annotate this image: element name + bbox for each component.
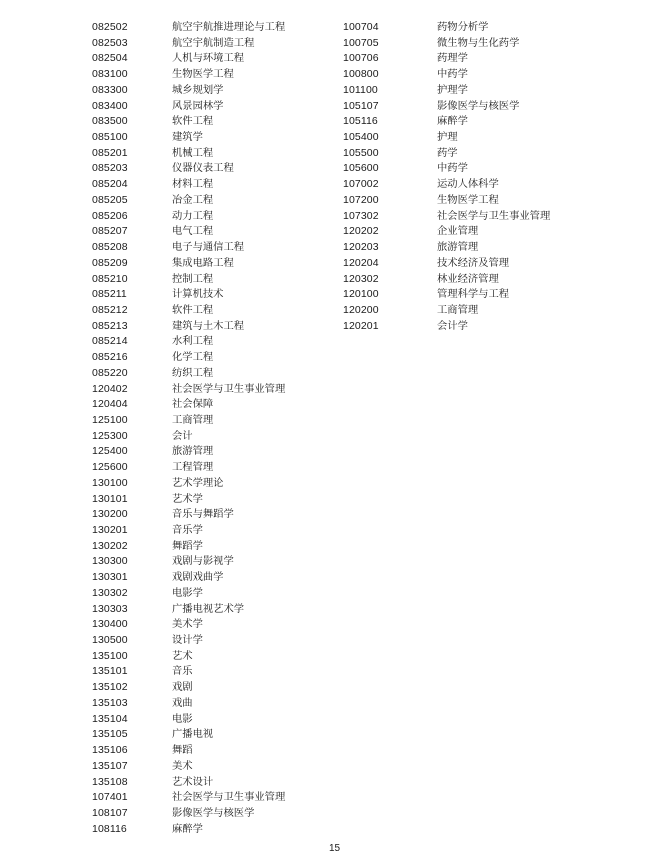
list-item — [343, 224, 643, 240]
list-item — [92, 209, 342, 225]
list-item — [92, 712, 342, 728]
list-item — [92, 507, 342, 523]
discipline-name: 影像医学与核医学 — [437, 99, 520, 112]
list-item — [92, 539, 342, 555]
discipline-name: 麻醉学 — [437, 115, 468, 128]
list-item — [343, 99, 643, 115]
discipline-name: 美术学 — [172, 618, 203, 631]
list-item — [92, 319, 342, 335]
discipline-code: 135105 — [92, 728, 128, 741]
discipline-code: 120402 — [92, 382, 128, 395]
discipline-name: 人机与环境工程 — [172, 52, 245, 65]
discipline-name: 社会医学与卫生事业管理 — [172, 791, 286, 804]
discipline-code: 083100 — [92, 68, 128, 81]
discipline-code: 085209 — [92, 256, 128, 269]
discipline-name: 社会医学与卫生事业管理 — [437, 209, 551, 222]
discipline-name: 建筑与土木工程 — [172, 319, 245, 332]
list-item — [92, 822, 342, 838]
discipline-code: 101100 — [343, 83, 378, 96]
list-item — [92, 51, 342, 67]
discipline-code: 108116 — [92, 822, 127, 835]
discipline-code: 085210 — [92, 272, 128, 285]
discipline-name: 设计学 — [172, 634, 203, 647]
discipline-code: 100704 — [343, 21, 379, 33]
discipline-name: 戏曲 — [172, 696, 193, 709]
right-column — [343, 20, 643, 334]
discipline-code: 107401 — [92, 791, 128, 804]
discipline-code: 135107 — [92, 759, 128, 772]
list-item — [92, 492, 342, 508]
discipline-name: 护理 — [437, 131, 458, 144]
discipline-code: 105600 — [343, 162, 379, 175]
discipline-code: 120200 — [343, 303, 379, 316]
discipline-code: 083300 — [92, 83, 128, 96]
discipline-name: 社会保障 — [172, 398, 214, 411]
list-item — [92, 366, 342, 382]
discipline-code: 085208 — [92, 241, 128, 254]
list-item — [92, 382, 342, 398]
list-item — [92, 586, 342, 602]
list-item — [343, 20, 643, 36]
discipline-code: 130101 — [92, 492, 128, 505]
discipline-code: 085203 — [92, 162, 128, 175]
list-item — [92, 99, 342, 115]
list-item — [92, 36, 342, 52]
discipline-name: 戏剧戏曲学 — [172, 571, 224, 584]
discipline-name: 中药学 — [437, 68, 468, 81]
discipline-code: 125400 — [92, 445, 128, 458]
discipline-code: 125300 — [92, 429, 128, 442]
discipline-name: 电子与通信工程 — [172, 241, 245, 254]
discipline-code: 135108 — [92, 775, 128, 788]
list-item — [92, 649, 342, 665]
discipline-code: 130100 — [92, 476, 128, 489]
discipline-name: 生物医学工程 — [172, 68, 234, 81]
discipline-name: 艺术 — [172, 649, 193, 662]
list-item — [92, 83, 342, 99]
discipline-code: 100800 — [343, 68, 379, 81]
discipline-name: 建筑学 — [172, 131, 203, 144]
discipline-code: 082503 — [92, 36, 128, 49]
discipline-name: 软件工程 — [172, 303, 214, 316]
list-item — [92, 790, 342, 806]
list-item — [92, 413, 342, 429]
discipline-name: 药学 — [437, 146, 458, 159]
list-item — [92, 193, 342, 209]
list-item — [343, 114, 643, 130]
discipline-name: 集成电路工程 — [172, 256, 234, 269]
discipline-name: 仪器仪表工程 — [172, 162, 234, 175]
discipline-name: 电影学 — [172, 586, 203, 599]
discipline-code: 085204 — [92, 178, 128, 191]
discipline-name: 微生物与生化药学 — [437, 36, 520, 49]
discipline-name: 戏剧与影视学 — [172, 555, 234, 568]
list-item — [92, 272, 342, 288]
discipline-name: 动力工程 — [172, 209, 214, 222]
list-item — [92, 633, 342, 649]
list-item — [92, 617, 342, 633]
discipline-code: 105107 — [343, 99, 379, 112]
list-item — [92, 287, 342, 303]
discipline-code: 100706 — [343, 52, 379, 65]
discipline-code: 120100 — [343, 288, 379, 301]
discipline-code: 107302 — [343, 209, 379, 222]
list-item — [92, 67, 342, 83]
discipline-code: 135104 — [92, 712, 128, 725]
discipline-code: 085211 — [92, 288, 127, 301]
list-item — [343, 36, 643, 52]
discipline-code: 130202 — [92, 539, 128, 552]
discipline-name: 护理学 — [437, 83, 468, 96]
list-item — [343, 319, 643, 335]
discipline-name: 广播电视 — [172, 728, 214, 741]
discipline-name: 音乐学 — [172, 524, 203, 536]
discipline-name: 电影 — [172, 712, 193, 725]
list-item — [343, 130, 643, 146]
discipline-code: 130400 — [92, 618, 128, 631]
discipline-name: 艺术学 — [172, 492, 203, 505]
discipline-code: 120404 — [92, 398, 128, 411]
discipline-name: 影像医学与核医学 — [172, 806, 255, 819]
list-item — [92, 350, 342, 366]
discipline-name: 工商管理 — [437, 303, 479, 316]
list-item — [92, 161, 342, 177]
discipline-name: 风景园林学 — [172, 99, 224, 112]
discipline-name: 麻醉学 — [172, 822, 203, 835]
discipline-name: 林业经济管理 — [437, 272, 499, 285]
list-item — [343, 303, 643, 319]
discipline-name: 纺织工程 — [172, 366, 214, 379]
discipline-code: 130500 — [92, 634, 128, 647]
list-item — [92, 743, 342, 759]
list-item — [343, 83, 643, 99]
list-item — [92, 130, 342, 146]
list-item — [92, 696, 342, 712]
list-item — [343, 146, 643, 162]
discipline-name: 生物医学工程 — [437, 193, 499, 206]
list-item — [343, 209, 643, 225]
discipline-code: 085212 — [92, 303, 128, 316]
list-item — [92, 460, 342, 476]
discipline-name: 音乐与舞蹈学 — [172, 508, 234, 521]
discipline-name: 戏剧 — [172, 681, 193, 694]
discipline-name: 会计学 — [437, 319, 468, 332]
discipline-name: 旅游管理 — [437, 241, 479, 254]
list-item — [92, 570, 342, 586]
discipline-code: 105116 — [343, 115, 378, 128]
discipline-name: 化学工程 — [172, 351, 214, 364]
list-item — [92, 759, 342, 775]
discipline-name: 舞蹈学 — [172, 539, 203, 552]
discipline-code: 135101 — [92, 665, 128, 678]
discipline-code: 107002 — [343, 178, 379, 191]
discipline-name: 控制工程 — [172, 272, 214, 285]
list-item — [343, 287, 643, 303]
list-item — [92, 114, 342, 130]
discipline-code: 083400 — [92, 99, 128, 112]
discipline-code: 130303 — [92, 602, 128, 615]
discipline-code: 085207 — [92, 225, 128, 238]
discipline-code: 085100 — [92, 131, 128, 144]
discipline-code: 135106 — [92, 744, 128, 757]
list-item — [343, 161, 643, 177]
page-number: 15 — [328, 843, 341, 854]
discipline-name: 艺术学理论 — [172, 476, 224, 489]
discipline-code: 120201 — [343, 319, 379, 332]
discipline-code: 082502 — [92, 21, 128, 33]
list-item — [92, 146, 342, 162]
list-item — [343, 272, 643, 288]
discipline-code: 108107 — [92, 806, 128, 819]
discipline-code: 130200 — [92, 508, 128, 521]
discipline-code: 085205 — [92, 193, 128, 206]
discipline-name: 机械工程 — [172, 146, 214, 159]
discipline-code: 125100 — [92, 413, 128, 426]
discipline-name: 电气工程 — [172, 225, 214, 238]
list-item — [92, 429, 342, 445]
discipline-code: 082504 — [92, 52, 128, 65]
discipline-code: 120202 — [343, 225, 379, 238]
list-item — [92, 775, 342, 791]
list-item — [343, 67, 643, 83]
discipline-code: 085220 — [92, 366, 128, 379]
discipline-code: 135102 — [92, 681, 128, 694]
discipline-code: 083500 — [92, 115, 128, 128]
discipline-name: 工程管理 — [172, 461, 214, 474]
discipline-name: 技术经济及管理 — [437, 256, 510, 269]
list-item — [92, 224, 342, 240]
list-item — [92, 303, 342, 319]
discipline-name: 美术 — [172, 759, 193, 772]
discipline-name: 材料工程 — [172, 178, 214, 191]
list-item — [92, 602, 342, 618]
list-item — [343, 51, 643, 67]
list-item — [92, 523, 342, 539]
discipline-code: 100705 — [343, 36, 379, 49]
discipline-name: 药物分析学 — [437, 21, 489, 33]
discipline-code: 085206 — [92, 209, 128, 222]
discipline-code: 120302 — [343, 272, 379, 285]
list-item — [92, 664, 342, 680]
discipline-name: 水利工程 — [172, 335, 214, 348]
list-item — [343, 177, 643, 193]
discipline-code: 130300 — [92, 555, 128, 568]
discipline-name: 冶金工程 — [172, 193, 214, 206]
list-item — [92, 334, 342, 350]
discipline-code: 105500 — [343, 146, 379, 159]
discipline-name: 旅游管理 — [172, 445, 214, 458]
discipline-name: 航空宇航推进理论与工程 — [172, 21, 286, 33]
discipline-code: 130302 — [92, 586, 128, 599]
discipline-name: 药理学 — [437, 52, 468, 65]
discipline-code: 085214 — [92, 335, 128, 348]
left-column — [92, 20, 342, 837]
list-item — [92, 476, 342, 492]
list-item — [92, 397, 342, 413]
list-item — [343, 256, 643, 272]
discipline-code: 105400 — [343, 131, 379, 144]
discipline-name: 航空宇航制造工程 — [172, 36, 255, 49]
discipline-name: 运动人体科学 — [437, 178, 499, 191]
list-item — [92, 256, 342, 272]
discipline-code: 130201 — [92, 524, 128, 536]
discipline-name: 舞蹈 — [172, 744, 193, 757]
discipline-name: 软件工程 — [172, 115, 214, 128]
list-item — [92, 554, 342, 570]
discipline-code: 085201 — [92, 146, 128, 159]
discipline-code: 130301 — [92, 571, 128, 584]
discipline-code: 085216 — [92, 351, 128, 364]
list-item — [92, 20, 342, 36]
discipline-name: 计算机技术 — [172, 288, 224, 301]
list-item — [343, 240, 643, 256]
discipline-code: 107200 — [343, 193, 379, 206]
list-item — [92, 240, 342, 256]
list-item — [92, 177, 342, 193]
discipline-name: 中药学 — [437, 162, 468, 175]
discipline-name: 会计 — [172, 429, 193, 442]
discipline-name: 城乡规划学 — [172, 83, 224, 96]
discipline-name: 音乐 — [172, 665, 193, 678]
discipline-name: 工商管理 — [172, 413, 214, 426]
list-item — [92, 806, 342, 822]
discipline-code: 085213 — [92, 319, 128, 332]
discipline-name: 社会医学与卫生事业管理 — [172, 382, 286, 395]
discipline-name: 广播电视艺术学 — [172, 602, 245, 615]
discipline-name: 企业管理 — [437, 225, 479, 238]
list-item — [92, 444, 342, 460]
discipline-code: 120204 — [343, 256, 379, 269]
discipline-name: 艺术设计 — [172, 775, 214, 788]
discipline-name: 管理科学与工程 — [437, 288, 510, 301]
discipline-code: 135100 — [92, 649, 128, 662]
list-item — [343, 193, 643, 209]
discipline-code: 135103 — [92, 696, 128, 709]
discipline-code: 125600 — [92, 461, 128, 474]
discipline-code: 120203 — [343, 241, 379, 254]
list-item — [92, 680, 342, 696]
list-item — [92, 727, 342, 743]
